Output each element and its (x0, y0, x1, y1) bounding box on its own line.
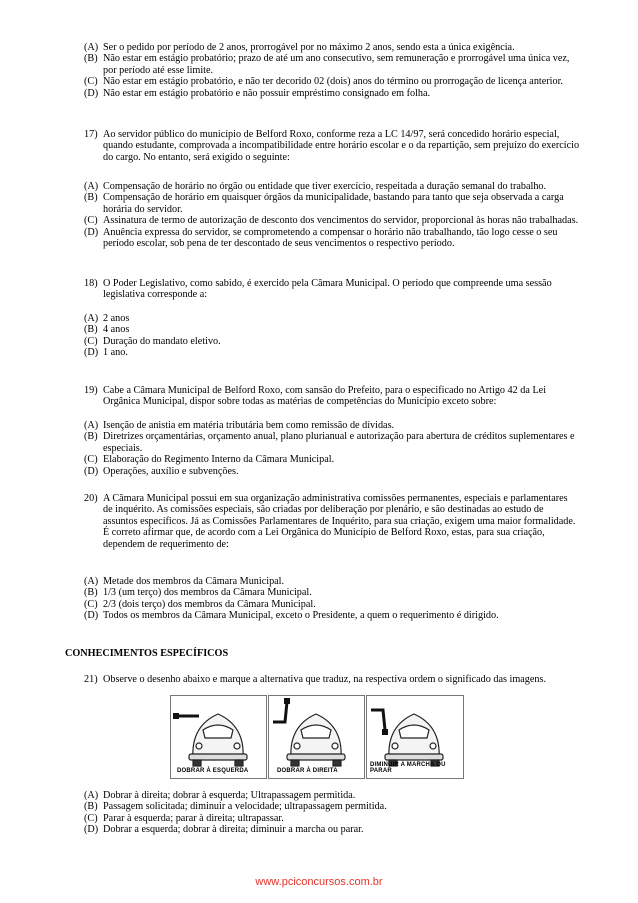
option-label: (B) (84, 801, 98, 813)
question-text-line: A Câmara Municipal possui em sua organização administrativa comissões permanentes, especiais e parlamentares (103, 493, 568, 504)
option-text: 4 anos (103, 324, 130, 336)
question-text-line: de inquérito. As comissões especiais, são criadas por deliberação por plenário, e são destinadas ao estudo de (103, 504, 544, 516)
option-label: (B) (84, 53, 98, 65)
option-text: Passagem solicitada; diminuir a velocidade; ultrapassagem permitida. (103, 801, 387, 813)
option-text: horária do servidor. (103, 203, 183, 215)
question-text-line: quando estudante, comprovada a incompatibilidade entre horário escolar e o da repartição, sem prejuízo do exercício (103, 140, 580, 152)
option-label: (D) (84, 226, 99, 238)
question-text-line: O Poder Legislativo, como sabido, é exercido pela Câmara Municipal. O período que compreende uma sessão (103, 278, 552, 289)
option-text: 1/3 (um terço) dos membros da Câmara Municipal. (103, 587, 312, 599)
option-label: (C) (84, 598, 98, 610)
option-text: Dobrar a esquerda; dobrar à direita; diminuir a marcha ou parar. (103, 824, 364, 836)
option-text: especiais. (103, 442, 143, 454)
option-label: (C) (84, 454, 98, 466)
option-text: Dobrar à direita; dobrar à esquerda; Ultrapassagem permitida. (103, 790, 356, 801)
option-text: Elaboração do Regimento Interno da Câmara Municipal. (103, 454, 335, 466)
option-text: período escolar, sob pena de ter descontado de seus vencimentos o respectivo período. (103, 238, 455, 249)
q17-number: 17) (84, 129, 98, 140)
caption-right: DOBRAR À DIREITA (277, 768, 338, 774)
caption-left: DOBRAR À ESQUERDA (177, 768, 249, 774)
option-text: Não estar em estágio probatório e não possuir empréstimo consignado em folha. (103, 87, 431, 99)
q19-number: 19) (84, 385, 98, 396)
section-heading: CONHECIMENTOS ESPECÍFICOS (65, 648, 229, 659)
question-text-line: Orgânica Municipal, dispor sobre todas as matérias de competências do Município exceto sobre: (103, 396, 497, 408)
option-label: (A) (84, 42, 99, 53)
option-label: (C) (84, 215, 98, 227)
option-text: Ser o pedido por período de 2 anos, prorrogável por no máximo 2 anos, sendo esta a única exigência. (103, 42, 515, 53)
option-text: 2 anos (103, 313, 130, 324)
option-label: (A) (84, 313, 99, 324)
option-text: Todos os membros da Câmara Municipal, exceto o Presidente, a quem o requerimento é dirigido. (103, 610, 499, 622)
option-text: Isenção de anistia em matéria tributária bem como remissão de dívidas. (103, 420, 395, 431)
option-text: Anuência expressa do servidor, se comprometendo a compensar o horário não trabalhando, tão logo cesse o seu (103, 226, 558, 238)
question-text-line: dependem de requerimento de: (103, 538, 229, 550)
option-text: por período até esse limite. (103, 64, 214, 76)
option-label: (B) (84, 587, 98, 599)
car-slow-down-signal-image (366, 695, 464, 779)
option-text: Não estar em estágio probatório; prazo de até um ano consecutivo, sem remuneração e prorrogável uma única vez, (103, 53, 570, 65)
question-text-line: legislativa corresponde a: (103, 289, 208, 301)
option-label: (C) (84, 812, 98, 824)
option-label: (C) (84, 76, 98, 88)
q18-number: 18) (84, 278, 98, 289)
option-label: (A) (84, 790, 99, 801)
option-label: (D) (84, 87, 99, 99)
question-text-line: do cargo. No entanto, será exigido o seguinte: (103, 151, 290, 163)
question-text-line: assuntos específicos. Já as Comissões Parlamentares de Inquérito, para sua criação, exigem uma maior formalidade. (103, 515, 576, 527)
option-label: (D) (84, 465, 99, 477)
car-left-turn-signal-image (170, 695, 267, 779)
option-text: Metade dos membros da Câmara Municipal. (103, 576, 285, 587)
q21-number: 21) (84, 674, 98, 685)
option-label: (D) (84, 610, 99, 622)
option-label: (A) (84, 420, 99, 431)
option-label: (A) (84, 576, 99, 587)
option-text: Parar à esquerda; parar à direita; ultrapassar. (103, 812, 284, 824)
question-text-line: É correto afirmar que, de acordo com a Lei Orgânica do Município de Belford Roxo, estas, para sua criação, (103, 527, 545, 539)
option-text: Operações, auxílio e subvenções. (103, 465, 239, 477)
option-label: (D) (84, 824, 99, 836)
option-text: 2/3 (dois terço) dos membros da Câmara Municipal. (103, 598, 316, 610)
option-text: Compensação de horário em quaisquer órgãos da municipalidade, bastando para tanto que seja observada a carga (103, 192, 564, 204)
option-label: (B) (84, 192, 98, 204)
option-text: Duração do mandato eletivo. (103, 335, 221, 347)
question-text-line: Cabe a Câmara Municipal de Belford Roxo, com sansão do Prefeito, para o especificado no Artigo 42 da Lei (103, 385, 547, 396)
option-label: (A) (84, 181, 99, 192)
option-label: (C) (84, 335, 98, 347)
option-text: Diretrizes orçamentárias, orçamento anual, plano plurianual e autorização para abertura de créditos suplementares e (103, 431, 575, 443)
option-text: Não estar em estágio probatório, e não ter decorido 02 (dois) anos do término ou prorrogação de licença anterior. (103, 76, 563, 88)
option-label: (B) (84, 324, 98, 336)
q20-number: 20) (84, 493, 98, 504)
caption-slow: DIMINUIR A MARCHA OU PARAR (370, 762, 446, 774)
option-text: Assinatura de termo de autorização de desconto dos vencimentos do servidor, proporcional às horas não trabalhadas. (103, 215, 579, 227)
question-text-line: Observe o desenho abaixo e marque a alternativa que traduz, na respectiva ordem o significado das imagens. (103, 674, 546, 685)
question-text-line: Ao servidor público do município de Belford Roxo, conforme reza a LC 14/97, será concedido horário especial, (103, 129, 560, 140)
option-label: (D) (84, 347, 99, 359)
option-text: 1 ano. (103, 347, 128, 359)
car-right-turn-signal-image (268, 695, 365, 779)
footer-url[interactable]: www.pciconcursos.com.br (255, 876, 383, 888)
option-text: Compensação de horário no órgão ou entidade que tiver exercício, respeitada a duração semanal do trabalho. (103, 181, 547, 192)
option-label: (B) (84, 431, 98, 443)
